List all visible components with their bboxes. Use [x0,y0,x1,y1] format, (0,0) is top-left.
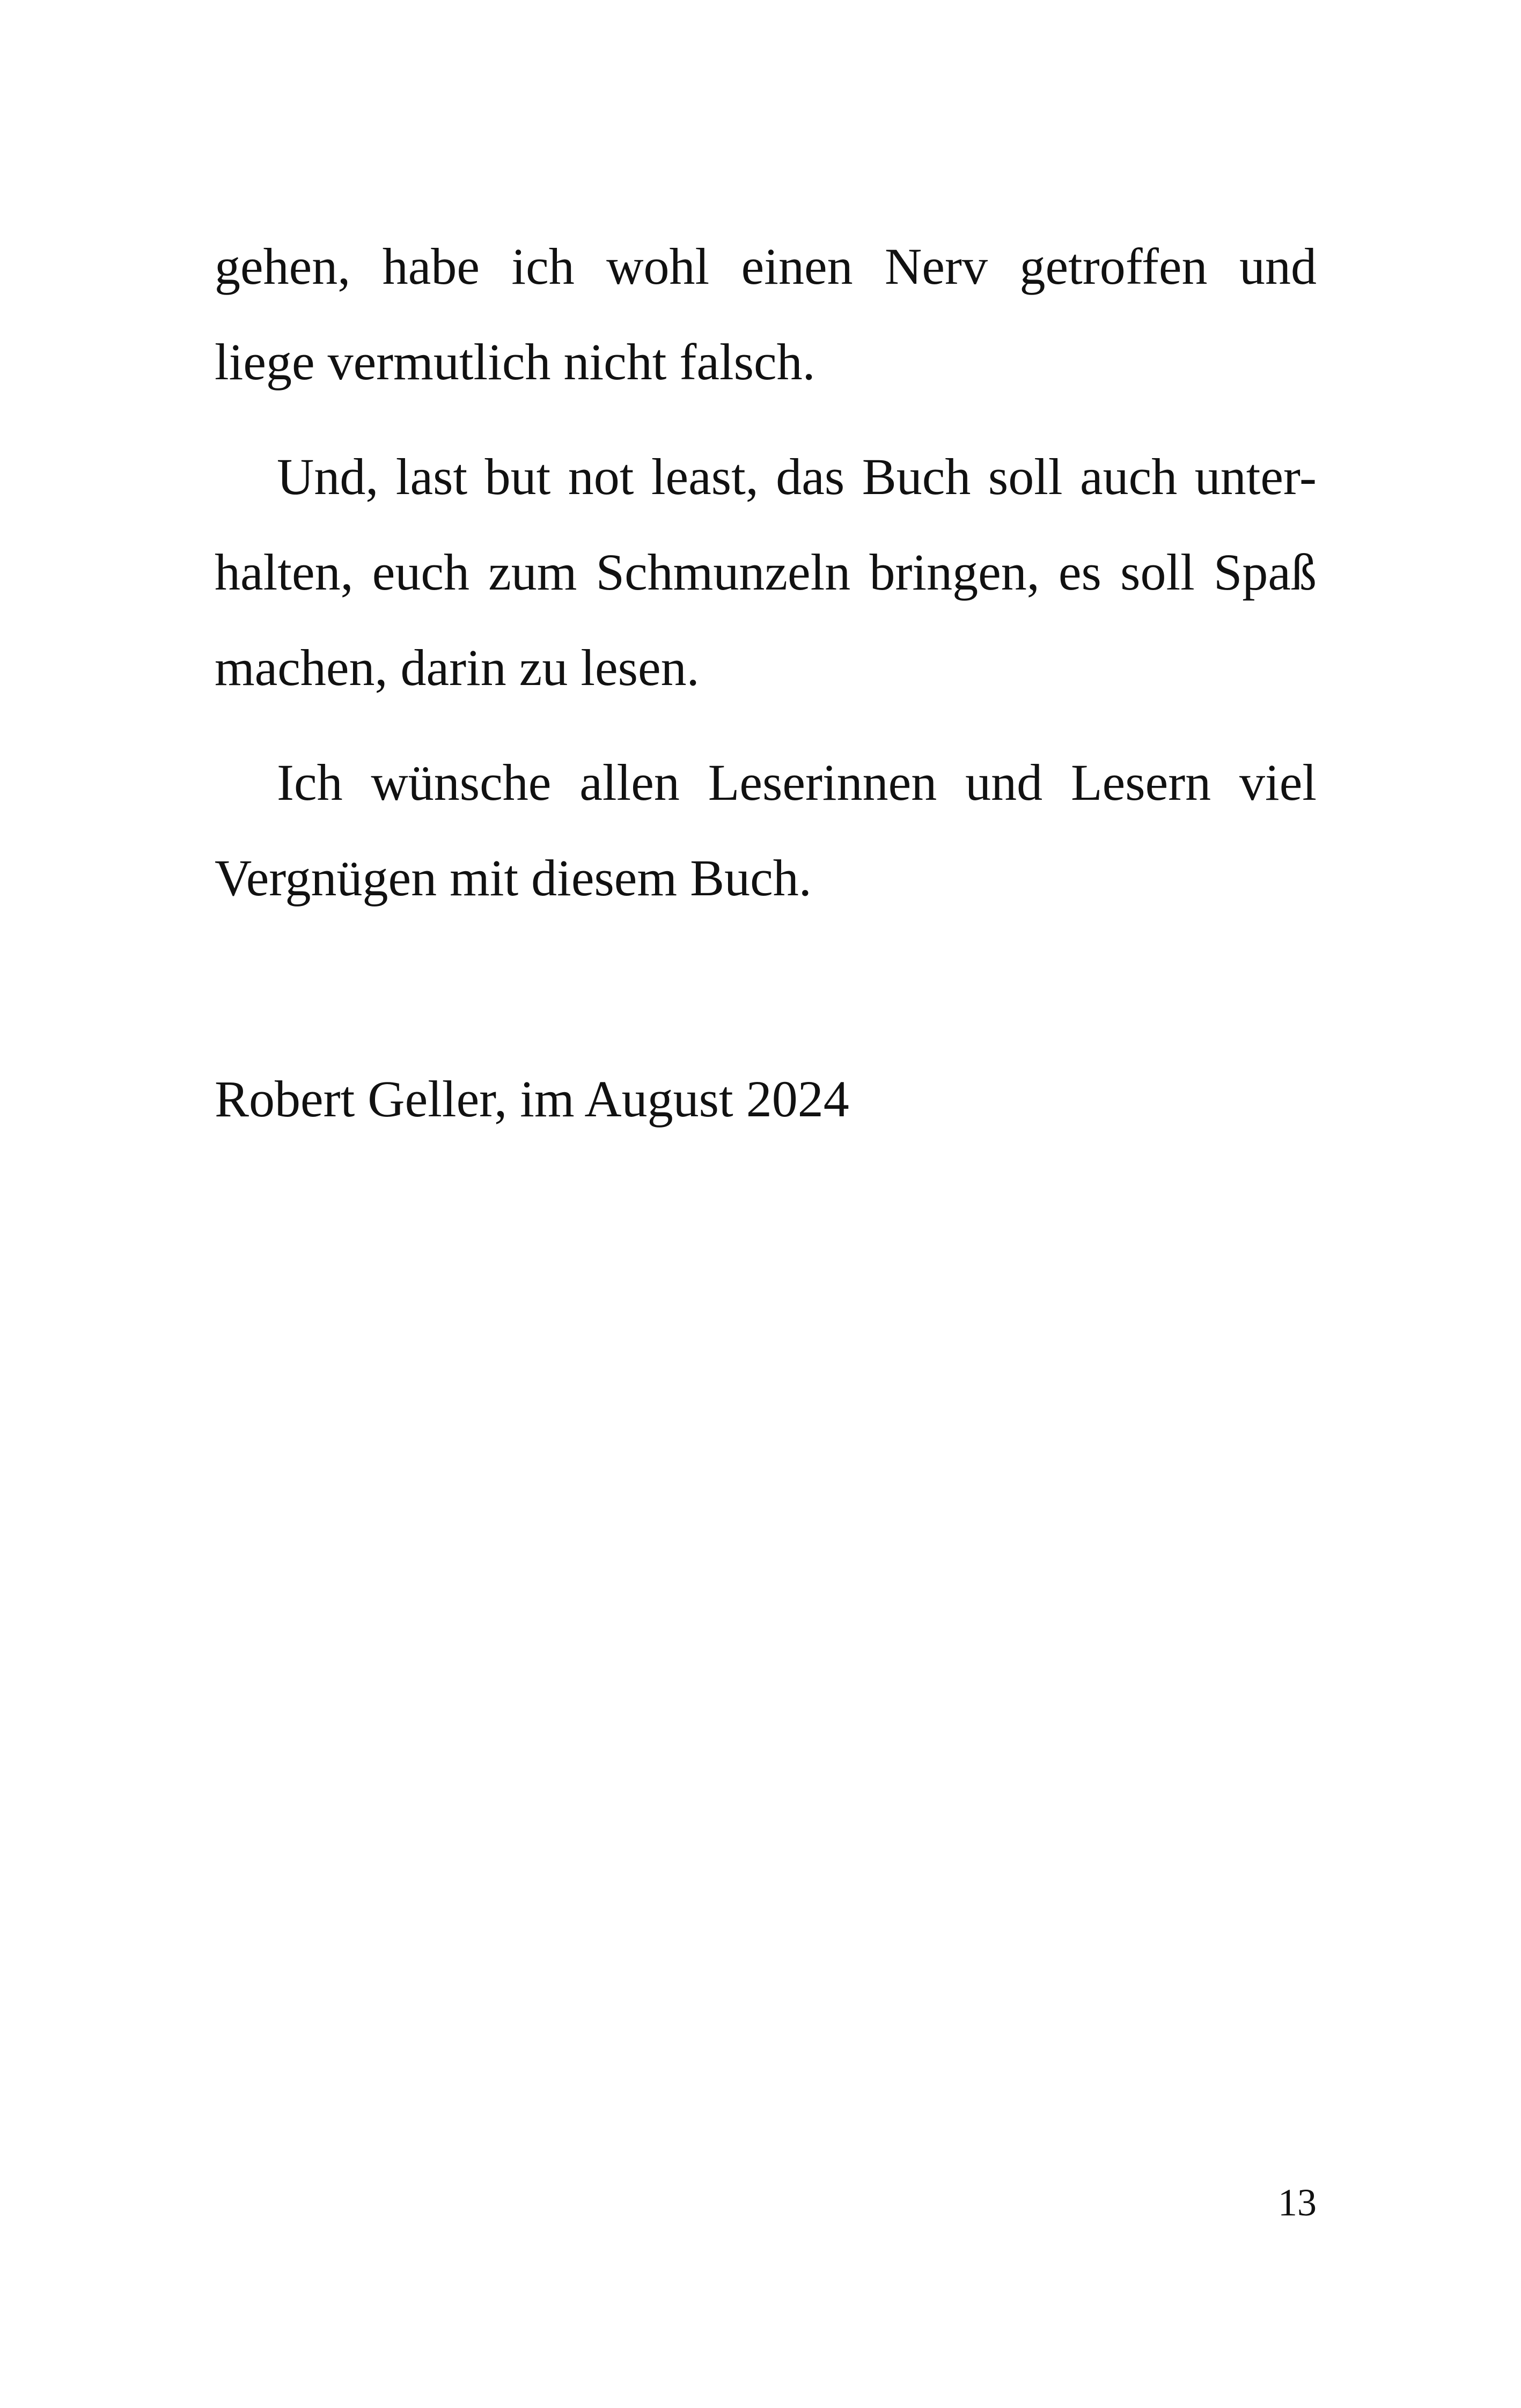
signature [215,1051,1317,1147]
text-line: halten, euch zum Schmunzeln bringen, es soll Spaß [215,543,1317,601]
text-line: liege vermutlich nicht falsch. [215,333,815,391]
text-line: Und, last but not least, das Buch soll auch unter- [277,448,1317,505]
page-number: 13 [1278,2181,1317,2224]
signature-text: Robert Geller, im August 2024 [215,1070,849,1128]
text-line: Vergnügen mit diesem Buch. [215,849,812,907]
text-line: gehen, habe ich wohl einen Nerv getroffen und [215,238,1317,295]
text-line: machen, darin zu lesen. [215,639,700,696]
paragraph-1 [215,219,1317,410]
paragraph-2 [215,429,1317,716]
paragraph-3 [215,735,1317,926]
text-line: Ich wünsche allen Leserinnen und Lesern viel [277,754,1317,811]
